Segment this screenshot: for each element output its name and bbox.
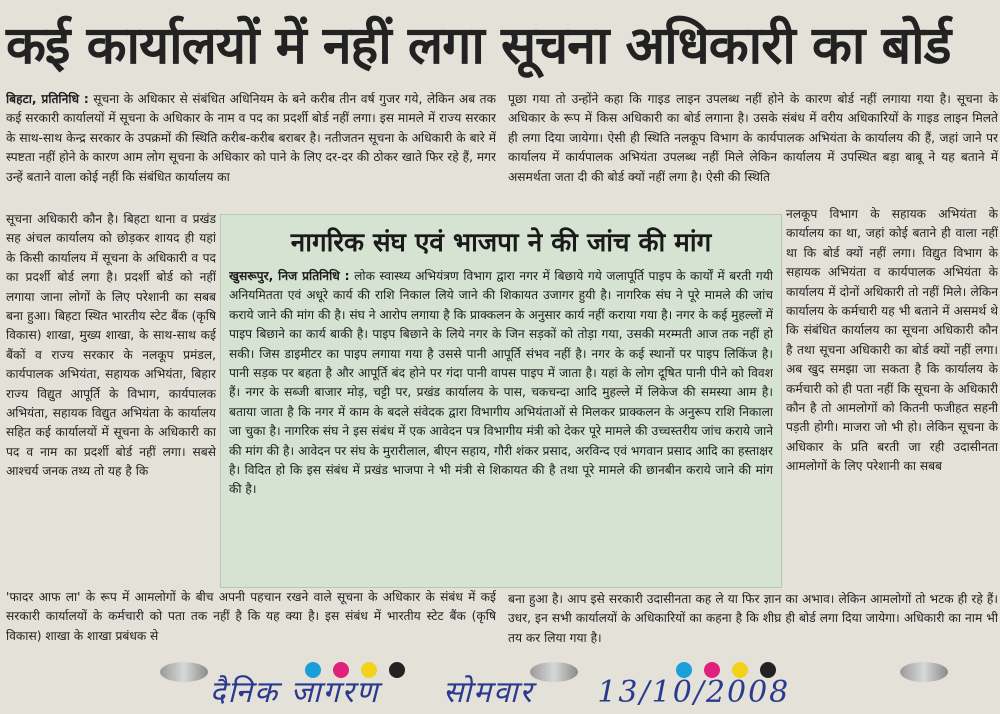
article-col-right-top <box>508 90 998 205</box>
article-col-right-bottom <box>508 590 998 650</box>
inset-article-body <box>229 267 773 581</box>
article-text: बना हुआ है। आप इसे सरकारी उदासीनता कह ले या फिर ज्ञान का अभाव। लेकिन आमलोगों तो भटक ही रहे हैं। उधर, इन सभी कार्यालयों के अधिकारियों का कहना है कि शीघ्र ही बोर्ड लगा दिया जायेगा। अधिकारी का नाम भी तय कर लिया गया है। <box>508 592 998 645</box>
print-footer <box>0 650 1000 714</box>
weekday: सोमवार <box>443 675 534 710</box>
handwritten-annotation <box>0 670 1000 711</box>
article-text: सूचना के अधिकार से संबंधित अधिनियम के बने करीब तीन वर्ष गुजर गये, लेकिन अब तक कई सरकारी कार्यालयों में सूचना के अधिकार के नाम व पद का प्रदर्शी बोर्ड नहीं लगा। इस मामले में राज्य सरकार के साथ-साथ केन्द्र सरकार के उपक्रमों की स्थिति करीब-करीब बराबर है। नतीजतन सूचना के अधिकारी के बारे में स्पष्टता नहीं होने के कारण आम लोग सूचना के अधिकार को पाने के लिए दर-दर की ठोकर खाते फिर रहे हैं, मगर उन्हें बताने वाला कोई नहीं कि संबंधित कार्यालय का <box>6 92 496 184</box>
inset-article-box <box>220 214 782 588</box>
inset-dateline: खुसरूपुर, निज प्रतिनिधि : <box>229 269 350 283</box>
article-col-left-bottom <box>6 588 496 650</box>
article-text: सूचना अधिकारी कौन है। बिहटा थाना व प्रखंड सह अंचल कार्यालय को छोड़कर शायद ही यहां के किसी कार्यालय में सूचना के अधिकारी व पद का प्रदर्शी बोर्ड लगा है। प्रदर्शी बोर्ड को नहीं लगाया जाना लोगों के लिए परेशानी का सबब बना हुआ। बिहटा स्थित भारतीय स्टेट बैंक (कृषि विकास) शाखा, मुख्य शाखा, के साथ-साथ कई बैंकों व राज्य सरकार के नलकूप प्रमंडल, कार्यपालक अभियंता, सहायक अभियंता, बिहार राज्य विद्युत आपूर्ति के विभाग, कार्यपालक अभियंता, सहायक विद्युत अभियंता के कार्यालय सहित कई कार्यालयों में सूचना के अधिकारी का पद व नाम का प्रदर्शी बोर्ड नहीं लगा। सबसे आश्चर्य जनक तथ्य तो यह है कि <box>6 212 216 479</box>
article-text: 'फादर आफ ला' के रूप में आमलोगों के बीच अपनी पहचान रखने वाले सूचना के अधिकार के संबंध में कई सरकारी कार्यालयों के कर्मचारी को पता तक नहीं है कि यह क्या है। इस संबंध में भारतीय स्टेट बैंक (कृषि विकास) शाखा के शाखा प्रबंधक से <box>6 590 496 643</box>
paper-name: दैनिक जागरण <box>209 675 380 710</box>
article-col-right-mid <box>786 205 998 589</box>
inset-headline: नागरिक संघ एवं भाजपा ने की जांच की मांग <box>290 228 712 258</box>
headline: कई कार्यालयों में नहीं लगा सूचना अधिकारी का बोर्ड <box>6 16 951 76</box>
article-col-left-mid <box>6 210 216 588</box>
dateline: बिहटा, प्रतिनिधि : <box>6 92 89 106</box>
article-text: नलकूप विभाग के सहायक अभियंता के कार्यालय का था, जहां कोई बताने ही वाला नहीं था कि बोर्ड क्यों नहीं लगा। विद्युत विभाग के सहायक अभियंता व कार्यपालक अभियंता के कार्यालय में दोनों अधिकारी तो नहीं मिले। लेकिन कार्यालय के कर्मचारी यह भी बताने में असमर्थ थे कि संबंधित कार्यालय का सूचना अधिकारी कौन है तथा सूचना अधिकारी का बोर्ड क्यों नहीं लगा। अब खुद समझा जा सकता है कि कार्यालय के कर्मचारी को ही पता नहीं कि सूचना के अधिकारी कौन है तो आमलोगों को कितनी फजीहत सहनी पड़ती होगी। माजरा जो भी हो। लेकिन सूचना के अधिकार के प्रति बरती जा रही उदासीनता आमलोगों के लिए परेशानी का सबब <box>786 207 998 474</box>
article-col-left-top <box>6 90 496 213</box>
inset-article-text: लोक स्वास्थ्य अभियंत्रण विभाग द्वारा नगर में बिछाये गये जलापूर्ति पाइप के कार्यों में बरती गयी अनियमितता एवं अधूरे कार्य की राशि निकाल लिये जाने की शिकायत उजागर हुयी है। नागरिक संघ ने पूरे मामले की जांच कराये जाने की मांग की है। संघ ने आरोप लगाया है कि प्राक्कलन के अनुसार कार्य नहीं कराया गया है। नगर के कई मुहल्लों में पाइप बिछाने का कार्य बाकी है। पाइप बिछाने के लिये नगर के जिन सड़कों को तोड़ा गया, उसकी मरम्मती आज तक नहीं हो सकी। जिस डाइमीटर का पाइप लगाया गया है उससे पानी आपूर्ति संभव नहीं है। नगर के कई स्थानों पर पाइप लिकिंज है। पानी सड़क पर बहता है और आपूर्ति बंद होने पर गंदा पानी वापस पाइप में जाता है। यहां के लोग दूषित पानी पीने को विवश हैं। नगर के सब्जी बाजार मोड़, चट्टी पर, प्रखंड कार्यालय के पास, चकचन्दा आदि मुहल्ले में लिकेज की समस्या आम है। बताया जाता है कि नगर में काम के बदले संवेदक द्वारा विभागीय अभियंताओं से मिलकर प्राक्कलन के अनुरूप राशि निकाला जा चुका है। नागरिक संघ ने इस संबंध में एक आवेदन पत्र विभागीय मंत्री को देकर पूरे मामले की उच्चस्तरीय जांच कराये जाने की मांग की है। आवेदन पर संघ के मुरारीलाल, बीएन सहाय, गौरी शंकर प्रसाद, अरविन्द एवं भगवान प्रसाद आदि का हस्ताक्षर है। विदित हो कि इस संबंध में प्रखंड भाजपा ने भी मंत्री से शिकायत की है तथा पूरे मामले की छानबीन कराये जाने की मांग की है। <box>229 269 773 497</box>
article-text: पूछा गया तो उन्होंने कहा कि गाइड लाइन उपलब्ध नहीं होने के कारण बोर्ड नहीं लगाया गया है। सूचना के अधिकार के रूप में किस अधिकारी का बोर्ड लगाना है। उसके संबंध में वरीय अधिकारियों के गाइड लाइन मिलते ही लगा दिया जायेगा। ऐसी ही स्थिति नलकूप विभाग के कार्यपालक अभियंता के कार्यालय की हैं, जहां जाने पर कार्यालय में कार्यपालक अभियंता उपलब्ध नहीं मिले लेकिन कार्यालय में उपस्थित बड़ा बाबू ने यह बताने में असमर्थता जता दी की बोर्ड क्यों नहीं लगा है। ऐसी की स्थिति <box>508 92 998 184</box>
date: 13/10/2008 <box>597 675 791 710</box>
